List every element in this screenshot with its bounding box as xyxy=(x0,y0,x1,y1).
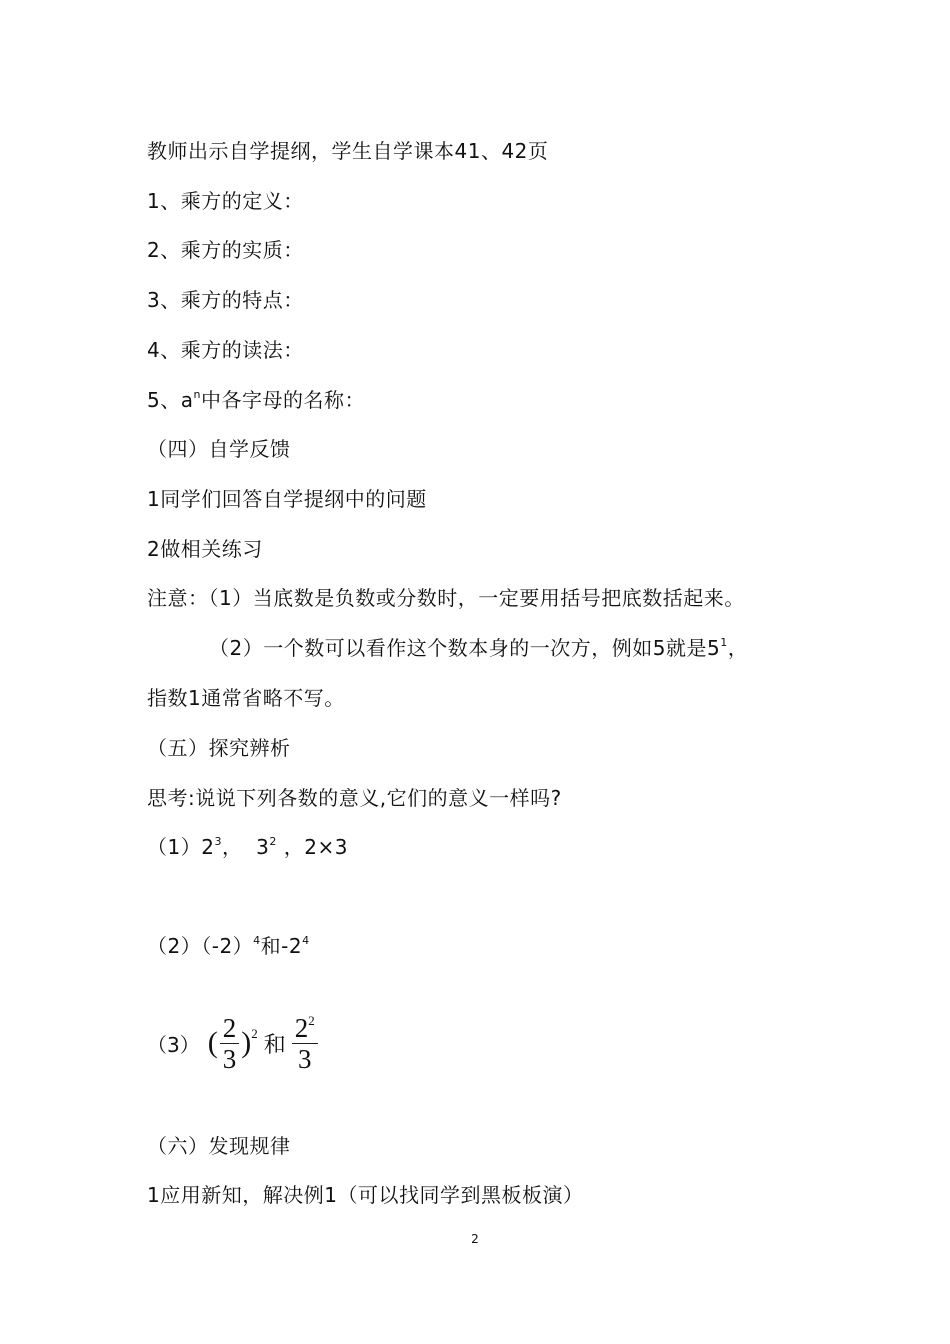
intro-line xyxy=(147,139,548,163)
outline-item-2 xyxy=(147,238,304,262)
page-number: 2 xyxy=(471,1232,479,1246)
left-paren: ( xyxy=(207,1026,218,1059)
note-line-2-comma: ， xyxy=(727,636,749,660)
think-prompt xyxy=(147,786,562,810)
question-3-label: （3） xyxy=(147,1032,200,1057)
note-line-1-text: 注意：（1）当底数是负数或分数时，一定要用括号把底数括起来。 xyxy=(147,586,745,610)
question-1-part-c: ，2×3 xyxy=(276,835,348,859)
question-1-part-a: （1）2 xyxy=(147,835,215,859)
question-2-part-b: 和-2 xyxy=(260,934,303,958)
fraction-1-numerator: 2 xyxy=(222,1012,237,1043)
question-2-exp-a: 4 xyxy=(253,934,261,947)
fraction-2-numerator-exponent: 2 xyxy=(308,1012,315,1028)
outline-item-5 xyxy=(147,388,365,412)
outline-item-3-text: 3、乘方的特点： xyxy=(147,288,304,312)
feedback-item-1 xyxy=(147,487,427,511)
outline-item-5-prefix: 5、a xyxy=(147,388,194,412)
section-heading-4 xyxy=(147,437,291,461)
fraction-2-numerator-base: 2 xyxy=(294,1012,309,1043)
note-line-3-text: 指数1通常省略不写。 xyxy=(147,686,345,710)
question-1-exp-b: 2 xyxy=(269,835,277,848)
question-1 xyxy=(147,835,348,859)
outline-item-2-text: 2、乘方的实质： xyxy=(147,238,304,262)
section-heading-6 xyxy=(147,1134,291,1158)
fraction-2-denominator: 3 xyxy=(298,1043,312,1074)
note-line-2-text: （2）一个数可以看作这个数本身的一次方，例如5就是5 xyxy=(209,636,721,660)
question-2-exp-b: 4 xyxy=(302,934,310,947)
question-1-part-b: ， 3 xyxy=(221,835,270,859)
section-heading-6-text: （六）发现规律 xyxy=(147,1134,291,1158)
feedback-item-2-text: 2做相关练习 xyxy=(147,537,263,561)
outline-item-1-text: 1、乘方的定义： xyxy=(147,189,304,213)
note-line-1 xyxy=(147,586,745,610)
feedback-item-2 xyxy=(147,537,263,561)
fraction-1-exponent: 2 xyxy=(251,1026,258,1041)
outline-item-5-text: 中各字母的名称： xyxy=(200,388,365,412)
section-heading-4-text: （四）自学反馈 xyxy=(147,437,291,461)
think-prompt-text: 思考:说说下列各数的意义,它们的意义一样吗? xyxy=(147,786,562,810)
question-3 xyxy=(147,1008,320,1078)
section-heading-5 xyxy=(147,736,291,760)
exponent-1: 1 xyxy=(720,636,728,649)
fraction-2-numerator xyxy=(292,1013,318,1043)
note-line-3 xyxy=(147,686,345,710)
exponent-n: n xyxy=(193,388,201,401)
rule-item-1 xyxy=(147,1183,583,1207)
outline-item-3 xyxy=(147,288,304,312)
intro-text: 教师出示自学提纲，学生自学课本41、42页 xyxy=(147,139,549,163)
fraction-1-denominator: 3 xyxy=(222,1043,237,1074)
outline-item-1 xyxy=(147,189,304,213)
outline-item-4-text: 4、乘方的读法： xyxy=(147,338,304,362)
rule-item-1-text: 1应用新知，解决例1（可以找同学到黑板板演） xyxy=(147,1183,584,1207)
fraction-two-squared-over-three xyxy=(292,1013,318,1074)
section-heading-5-text: （五）探究辨析 xyxy=(147,736,291,760)
fraction-two-thirds xyxy=(220,1013,240,1074)
feedback-item-1-text: 1同学们回答自学提纲中的问题 xyxy=(147,487,427,511)
outline-item-4 xyxy=(147,338,304,362)
question-1-exp-a: 3 xyxy=(214,835,222,848)
conjunction-he: 和 xyxy=(263,1032,286,1058)
note-line-2 xyxy=(209,636,748,660)
question-2-part-a: （2）（-2） xyxy=(147,934,254,958)
question-2 xyxy=(147,934,310,958)
right-paren: ) xyxy=(241,1026,252,1059)
